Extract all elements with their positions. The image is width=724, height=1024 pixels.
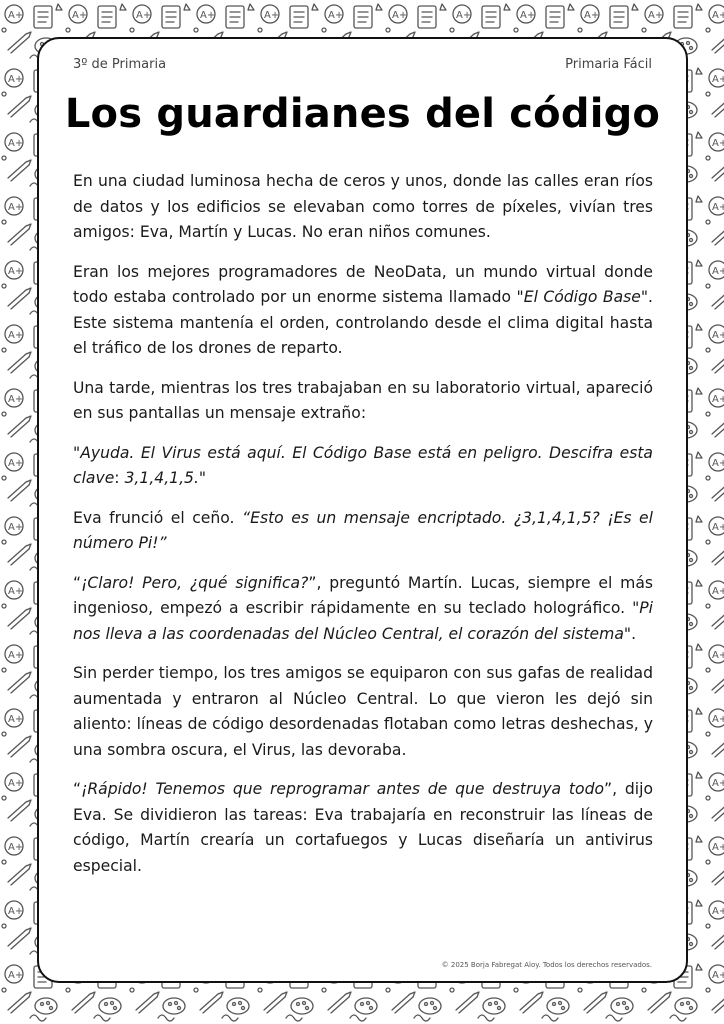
story-title: Los guardianes del código (64, 91, 661, 137)
copyright-footer: © 2025 Borja Fabregat Aloy. Todos los derechos reservados. (441, 961, 652, 969)
paragraph-2: Eran los mejores programadores de NeoData, un mundo virtual donde todo estaba controlado por un enorme sistema llamado "El Código Base". Este sistema mantenía el orden, controlando desde el clima digital hasta el tráfico de los drones de reparto. (73, 262, 654, 357)
paragraph-5: Eva frunció el ceño. “Esto es un mensaje encriptado. ¿3,1,4,1,5? ¡Es el número Pi!” (73, 508, 653, 552)
paragraph-4: "Ayuda. El Virus está aquí. El Código Base está en peligro. Descifra esta clave: 3,1,4,1,5." (73, 443, 653, 487)
worksheet-card (37, 37, 688, 983)
paragraph-1: En una ciudad luminosa hecha de ceros y unos, donde las calles eran ríos de datos y los edificios se elevaban como torres de píxeles, vivían tres amigos: Eva, Martín y Lucas. No eran niños comunes. (73, 172, 653, 241)
grade-label: 3º de Primaria (73, 57, 167, 72)
paragraph-7: Sin perder tiempo, los tres amigos se equiparon con sus gafas de realidad aumentada y entraron al Núcleo Central. Lo que vieron les dejó sin aliento: líneas de código desordenadas flotaban como letras deshechas, y una sombra oscura, el Virus, las devoraba. (73, 664, 653, 759)
story-body (73, 169, 653, 893)
paragraph-8: “¡Rápido! Tenemos que reprogramar antes de que destruya todo”, dijo Eva. Se dividieron las tareas: Eva trabajaría en reconstruir las líneas de código, Martín crearía un cortafuegos y Lucas diseñaría un antivirus especial. (73, 780, 653, 875)
brand-label: Primaria Fácil (565, 57, 652, 72)
paragraph-6: “¡Claro! Pero, ¿qué significa?”, preguntó Martín. Lucas, siempre el más ingenioso, empezó a escribir rápidamente en su teclado holográfico. "Pi nos lleva a las coordenadas del Núcleo Central, el corazón del sistema". (73, 573, 654, 643)
paragraph-3: Una tarde, mientras los tres trabajaban en su laboratorio virtual, apareció en sus pantallas un mensaje extraño: (73, 378, 653, 422)
